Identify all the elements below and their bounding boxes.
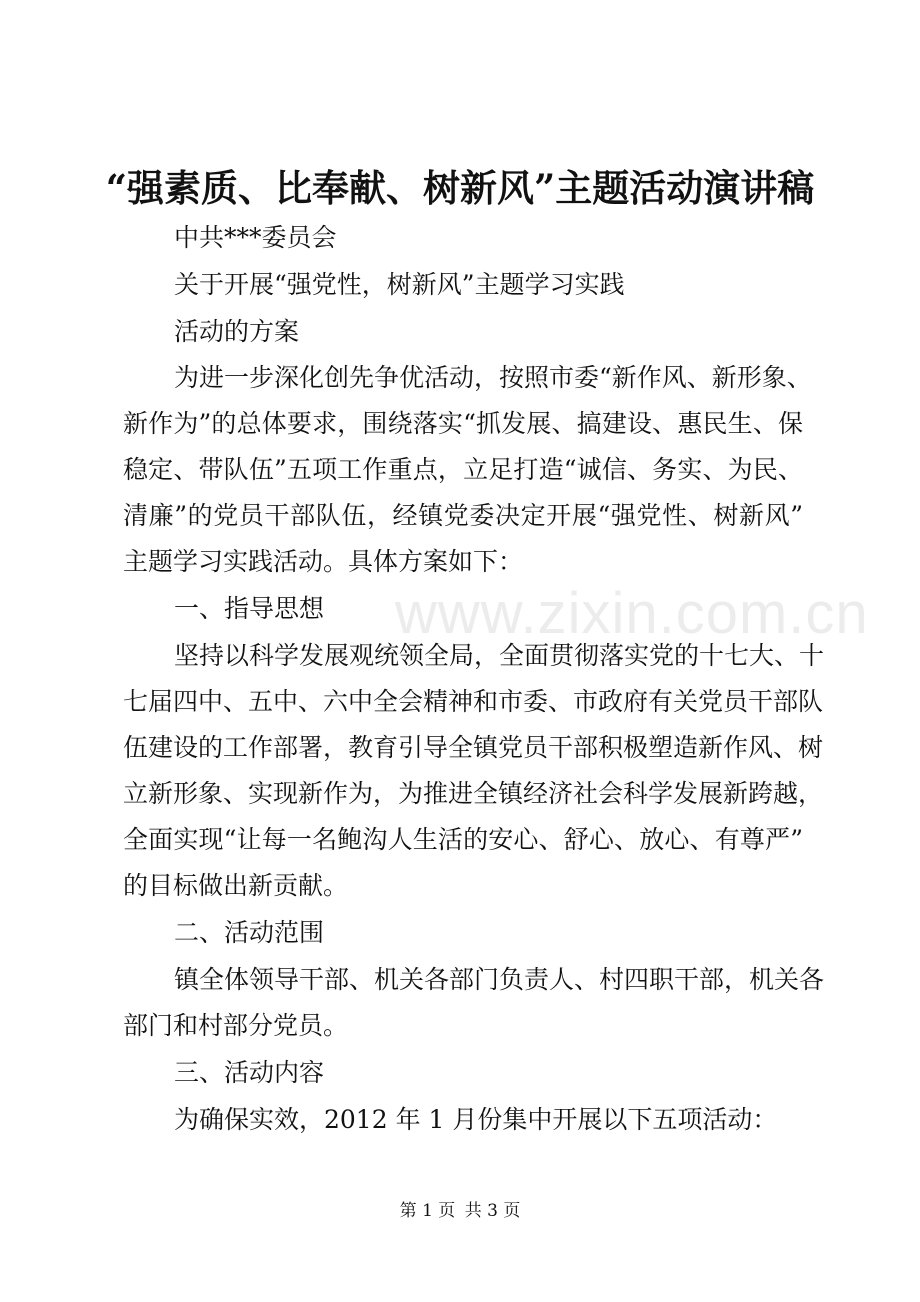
paragraph-line: 伍建设的工作部署，教育引导全镇党员干部积极塑造新作风、树 xyxy=(123,733,824,762)
paragraph-line: 立新形象、实现新作为，为推进全镇经济社会科学发展新跨越， xyxy=(123,779,824,808)
page-number: 第 1 页 xyxy=(399,1201,456,1221)
section-heading-guiding-thought: 一、指导思想 xyxy=(174,594,325,623)
subtitle-line-2: 活动的方案 xyxy=(174,317,300,346)
watermark: www.zixin.com.cn xyxy=(395,581,869,646)
paragraph-line: 清廉”的党员干部队伍，经镇党委决定开展“强党性、树新风” xyxy=(123,501,803,530)
paragraph-line: 为进一步深化创先争优活动，按照市委“新作风、新形象、 xyxy=(174,363,812,392)
paragraph-line: 七届四中、五中、六中全会精神和市委、市政府有关党员干部队 xyxy=(123,687,824,716)
section-heading-scope: 二、活动范围 xyxy=(174,918,325,947)
page-total: 共 3 页 xyxy=(464,1201,521,1221)
document-title: “强素质、比奉献、树新风”主题活动演讲稿 xyxy=(105,166,815,210)
page-footer xyxy=(0,1198,920,1224)
subtitle-line-1: 关于开展“强党性，树新风”主题学习实践 xyxy=(174,270,625,299)
paragraph-line: 为确保实效，2012 年 1 月份集中开展以下五项活动： xyxy=(174,1105,778,1134)
paragraph-line: 坚持以科学发展观统领全局，全面贯彻落实党的十七大、十 xyxy=(174,641,825,670)
paragraph-line: 主题学习实践活动。具体方案如下： xyxy=(123,547,524,576)
paragraph-line: 新作为”的总体要求，围绕落实“抓发展、搞建设、惠民生、保 xyxy=(123,409,803,438)
section-heading-content: 三、活动内容 xyxy=(174,1058,325,1087)
org-line: 中共***委员会 xyxy=(174,223,337,252)
paragraph-line: 的目标做出新贡献。 xyxy=(123,871,349,900)
paragraph-line: 部门和村部分党员。 xyxy=(123,1011,349,1040)
paragraph-line: 稳定、带队伍”五项工作重点，立足打造“诚信、务实、为民、 xyxy=(123,455,803,484)
paragraph-line: 镇全体领导干部、机关各部门负责人、村四职干部，机关各 xyxy=(174,965,825,994)
paragraph-line: 全面实现“让每一名鲍沟人生活的安心、舒心、放心、有尊严” xyxy=(123,825,803,854)
